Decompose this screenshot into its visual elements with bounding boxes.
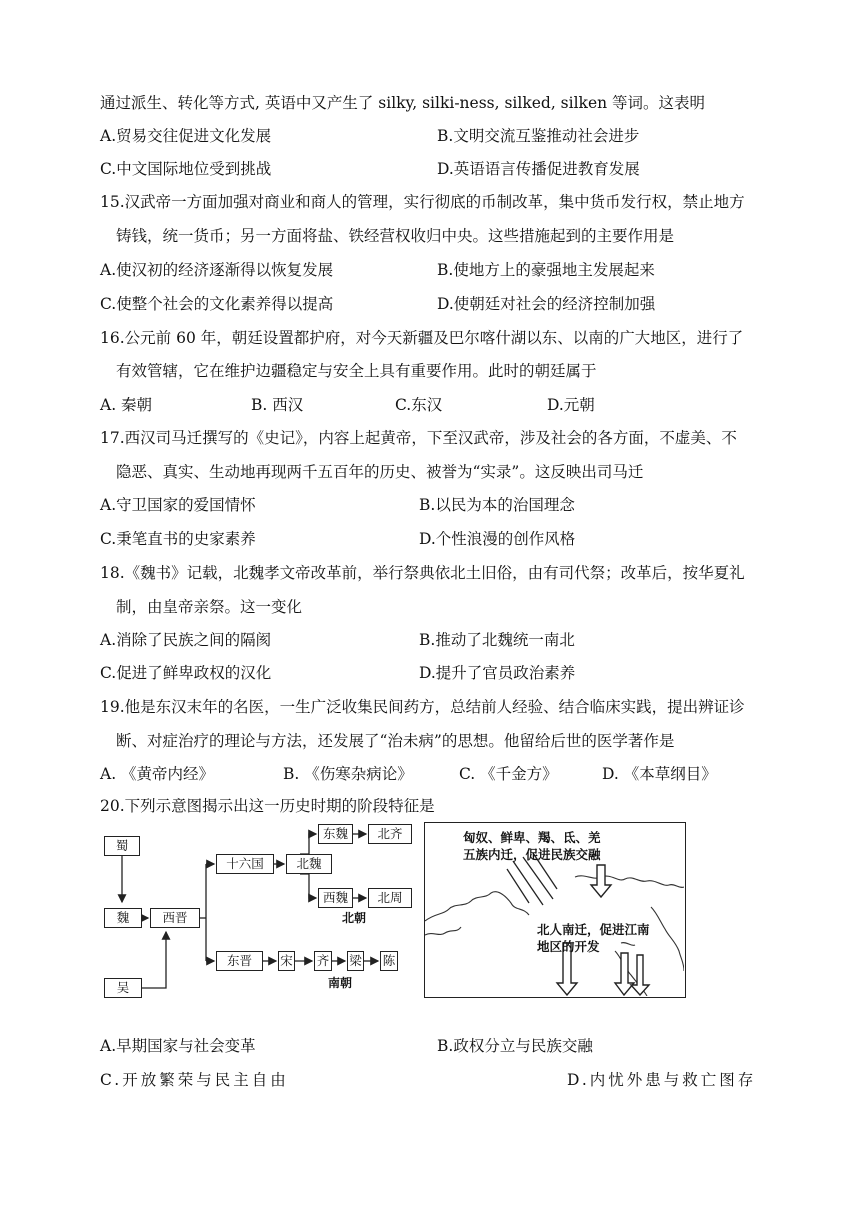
q18-stem-line1: 18.《魏书》记载，北魏孝文帝改革前，举行祭典依北土旧俗，由有司代祭；改革后，按华夏礼 <box>100 564 745 582</box>
q15-option-b: B.使地方上的豪强地主发展起来 <box>437 261 655 279</box>
q19-option-d: D. 《本草纲目》 <box>602 765 717 783</box>
q16-stem-line1: 16.公元前 60 年，朝廷设置都护府，对今天新疆及巴尔喀什湖以东、以南的广大地区，进行了 <box>100 329 744 347</box>
map-text-tribes: 匈奴、鲜卑、羯、氐、羌 <box>463 830 601 845</box>
box-xiwei: 西魏 <box>318 888 353 908</box>
q18-option-a: A.消除了民族之间的隔阂 <box>100 631 272 649</box>
box-liang: 梁 <box>347 951 364 971</box>
q19-option-b: B. 《伤寒杂病论》 <box>283 765 413 783</box>
label-nanchao: 南朝 <box>328 976 353 990</box>
q16-option-a: A. 秦朝 <box>100 396 153 414</box>
box-qi: 齐 <box>314 951 332 971</box>
q15-option-c: C.使整个社会的文化素养得以提高 <box>100 295 334 313</box>
box-xijin: 西晋 <box>150 908 200 928</box>
q15-option-a: A.使汉初的经济逐渐得以恢复发展 <box>100 261 334 279</box>
box-shu: 蜀 <box>104 836 140 856</box>
q20-option-c: C.开放繁荣与民主自由 <box>100 1071 289 1089</box>
box-song: 宋 <box>278 951 295 971</box>
box-shiliuguo: 十六国 <box>216 854 274 874</box>
q17-option-a: A.守卫国家的爱国情怀 <box>100 496 256 514</box>
q14-option-b: B.文明交流互鉴推动社会进步 <box>437 127 640 145</box>
label-beichao: 北朝 <box>342 911 367 925</box>
box-beiqi: 北齐 <box>368 824 412 844</box>
box-dongjin: 东晋 <box>216 951 263 971</box>
map-text-migration: 五族内迁，促进民族交融 <box>463 847 601 862</box>
dynasty-flow-diagram <box>104 818 414 1000</box>
box-dongwei: 东魏 <box>318 824 353 844</box>
box-wu: 吴 <box>104 978 142 998</box>
box-beiwei: 北魏 <box>286 854 332 874</box>
q14-option-a: A.贸易交往促进文化发展 <box>100 127 272 145</box>
q20-option-d: D.内忧外患与救亡图存 <box>567 1071 757 1089</box>
q14-option-d: D.英语语言传播促进教育发展 <box>437 160 640 178</box>
q14-option-c: C.中文国际地位受到挑战 <box>100 160 272 178</box>
q18-option-c: C.促进了鲜卑政权的汉化 <box>100 664 272 682</box>
q15-stem-line2: 铸钱，统一货币；另一方面将盐、铁经营权收归中央。这些措施起到的主要作用是 <box>116 227 675 245</box>
migration-map <box>424 822 686 998</box>
q15-stem-line1: 15.汉武帝一方面加强对商业和商人的管理，实行彻底的币制改革，集中货币发行权，禁止地方 <box>100 193 745 211</box>
q14-stem-end: 通过派生、转化等方式, 英语中又产生了 silky, silki-ness, silked, silken 等词。这表明 <box>100 94 706 112</box>
q17-stem-line1: 17.西汉司马迁撰写的《史记》，内容上起黄帝，下至汉武帝，涉及社会的各方面，不虚美、不 <box>100 429 737 447</box>
q16-option-b: B. 西汉 <box>251 396 304 414</box>
q17-option-c: C.秉笔直书的史家素养 <box>100 530 256 548</box>
q15-option-d: D.使朝廷对社会的经济控制加强 <box>437 295 656 313</box>
q17-option-d: D.个性浪漫的创作风格 <box>419 530 576 548</box>
q16-stem-line2: 有效管辖，它在维护边疆稳定与安全上具有重要作用。此时的朝廷属于 <box>116 362 597 380</box>
q16-option-d: D.元朝 <box>547 396 595 414</box>
q19-option-c: C. 《千金方》 <box>459 765 558 783</box>
map-text-south: 北人南迁，促进江南 <box>537 922 650 937</box>
q19-stem-line1: 19.他是东汉末年的名医，一生广泛收集民间药方，总结前人经验、结合临床实践，提出辨证诊 <box>100 698 745 716</box>
box-chen: 陈 <box>380 951 398 971</box>
q19-stem-line2: 断、对症治疗的理论与方法，还发展了“治未病”的思想。他留给后世的医学著作是 <box>116 732 675 750</box>
box-wei: 魏 <box>104 908 142 928</box>
q18-option-b: B.推动了北魏统一南北 <box>419 631 575 649</box>
q17-option-b: B.以民为本的治国理念 <box>419 496 575 514</box>
q19-option-a: A. 《黄帝内经》 <box>100 765 215 783</box>
box-beizhou: 北周 <box>368 888 412 908</box>
q18-stem-line2: 制，由皇帝亲祭。这一变化 <box>116 598 303 616</box>
q20-option-b: B.政权分立与民族交融 <box>437 1037 593 1055</box>
q18-option-d: D.提升了官员政治素养 <box>419 664 576 682</box>
q20-option-a: A.早期国家与社会变革 <box>100 1037 256 1055</box>
q20-stem: 20.下列示意图揭示出这一历史时期的阶段特征是 <box>100 797 435 815</box>
q16-option-c: C.东汉 <box>395 396 443 414</box>
q17-stem-line2: 隐恶、真实、生动地再现两千五百年的历史、被誉为“实录”。这反映出司马迁 <box>116 463 644 481</box>
map-text-develop: 地区的开发 <box>537 939 600 954</box>
